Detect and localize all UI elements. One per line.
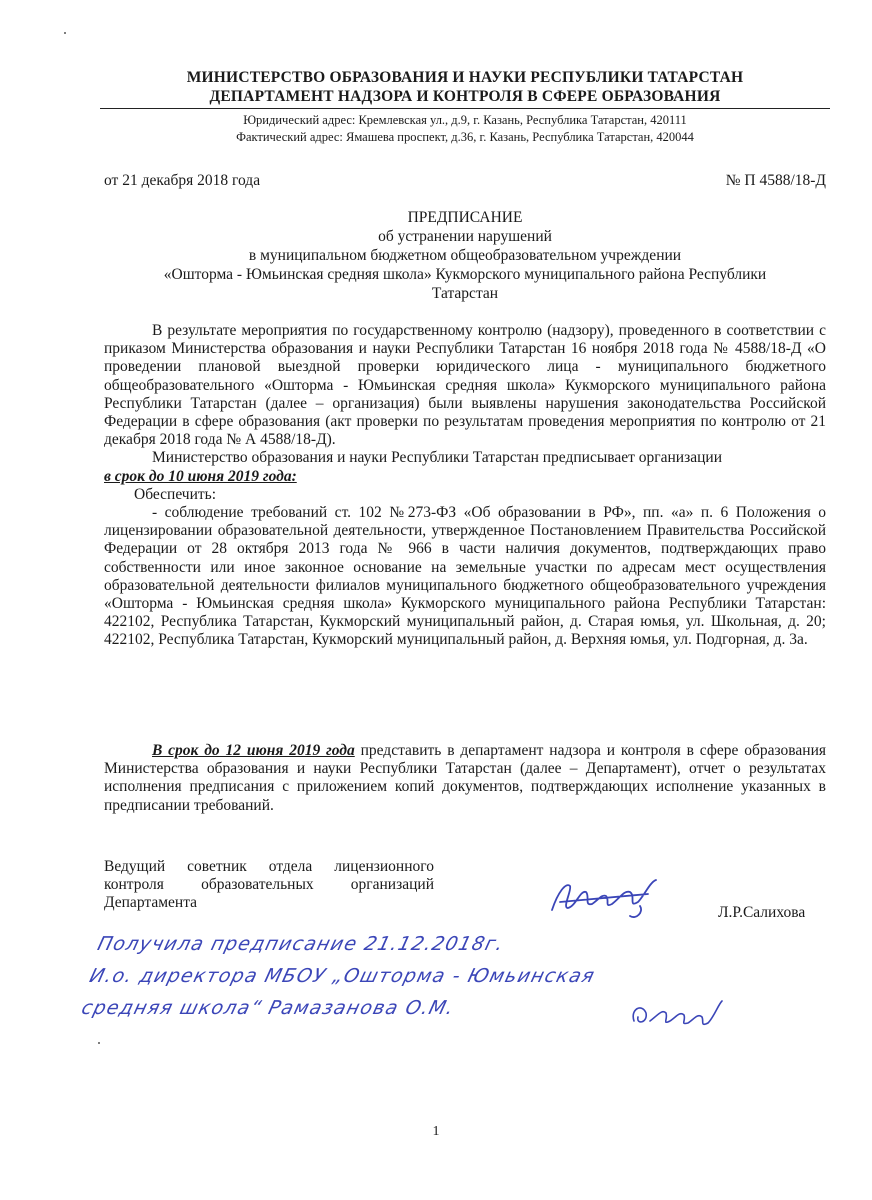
handwritten-line: средняя школа“ Рамазанова О.М. <box>79 997 457 1019</box>
title-line: «Ошторма - Юмьинская средняя школа» Кукморского муниципального района Республики <box>163 266 767 283</box>
deadline-2: В срок до 12 июня 2019 года <box>152 742 355 759</box>
ministry-name: МИНИСТЕРСТВО ОБРАЗОВАНИЯ И НАУКИ РЕСПУБЛИКИ ТАТАРСТАН <box>186 69 744 86</box>
signatory-name: Л.Р.Салихова <box>718 904 806 921</box>
actual-address: Фактический адрес: Ямашева проспект, д.36, г. Казань, Республика Татарстан, 420044 <box>236 130 694 144</box>
paragraph-inspection: В результате мероприятия по государственному контролю (надзору), проведенного в соответствии с приказом Министерства образования и науки Республики Татарстан 16 ноября 2018 года № 4588/18-Д «О проведении плановой выездной проверки юридического лица - муниципального бюджетного общеобразовательного «Ошторма - Юмьинская средняя школа» Кукморского муниципального района Республики Татарстан (далее – организация) были выявлены нарушения законодательства Российской Федерации в сфере образования (акт проверки по результатам проведения мероприятия по контролю от 21 декабря 2018 года № А 4588/18-Д). <box>104 322 826 449</box>
legal-address: Юридический адрес: Кремлевская ул., д.9, г. Казань, Республика Татарстан, 420111 <box>243 113 687 127</box>
paragraph-order: Министерство образования и науки Республики Татарстан предписывает организации <box>152 449 722 467</box>
document-title <box>104 208 826 303</box>
deadline-line <box>104 468 826 486</box>
scan-speck <box>98 1042 100 1044</box>
title-line: в муниципальном бюджетном общеобразовательном учреждении <box>248 247 682 264</box>
deadline-1: в срок до 10 июня 2019 года: <box>104 467 297 485</box>
receiver-signature <box>628 995 728 1035</box>
paragraph-requirement: - соблюдение требований ст. 102 №273-ФЗ «Об образовании в РФ», пп. «а» п. 6 Положения о лицензировании образовательной деятельности, утвержденное Постановлением Правительства Российской Федерации от 28 октября 2013 года № 966 в части наличия документов, подтверждающих право собственности или иное законное основание на земельные участки по адресам мест осуществления образовательной деятельности филиалов муниципального бюджетного общеобразовательного учреждения «Ошторма - Юмьинская средняя школа» Кукморского муниципального района Республики Татарстан: 422102, Республика Татарстан, Кукморский муниципальный район, д. Старая юмья, ул. Школьная, д. 20; 422102, Республика Татарстан, Кукморский муниципальный район, д. Верхняя юмья, ул. Подгорная, д. 3а. <box>104 504 826 649</box>
title-line: Татарстан <box>431 285 499 302</box>
ensure-label: Обеспечить: <box>134 485 217 503</box>
title-line: об устранении нарушений <box>378 228 552 245</box>
signatory-role: Ведущий советник отдела лицензионного контроля образовательных организаций Департамента <box>104 858 434 912</box>
signature-image <box>540 872 680 922</box>
document-date: от 21 декабря 2018 года <box>104 172 261 189</box>
report-requirement <box>104 742 826 815</box>
page-number: 1 <box>432 1124 440 1139</box>
document-number: № П 4588/18-Д <box>725 172 826 189</box>
department-name: ДЕПАРТАМЕНТ НАДЗОРА И КОНТРОЛЯ В СФЕРЕ ОБРАЗОВАНИЯ <box>209 88 721 105</box>
handwritten-line: И.о. директора МБОУ „Ошторма - Юмьинская <box>87 965 598 987</box>
header-divider <box>100 108 830 109</box>
handwritten-line: Получила предписание 21.12.2018г. <box>95 933 507 955</box>
paragraph-report-text: представить в департамент надзора и контроля в сфере образования Министерства образования и науки Республики Татарстан (далее – Департамент), отчет о результатах исполнения предписания с приложением копий документов, подтверждающих исполнение указанных в предписании требований. <box>104 742 826 814</box>
paragraph-report <box>104 742 826 815</box>
title-line: ПРЕДПИСАНИЕ <box>407 209 523 226</box>
scan-speck <box>64 32 66 34</box>
letterhead <box>100 68 830 146</box>
document-body <box>104 322 826 650</box>
